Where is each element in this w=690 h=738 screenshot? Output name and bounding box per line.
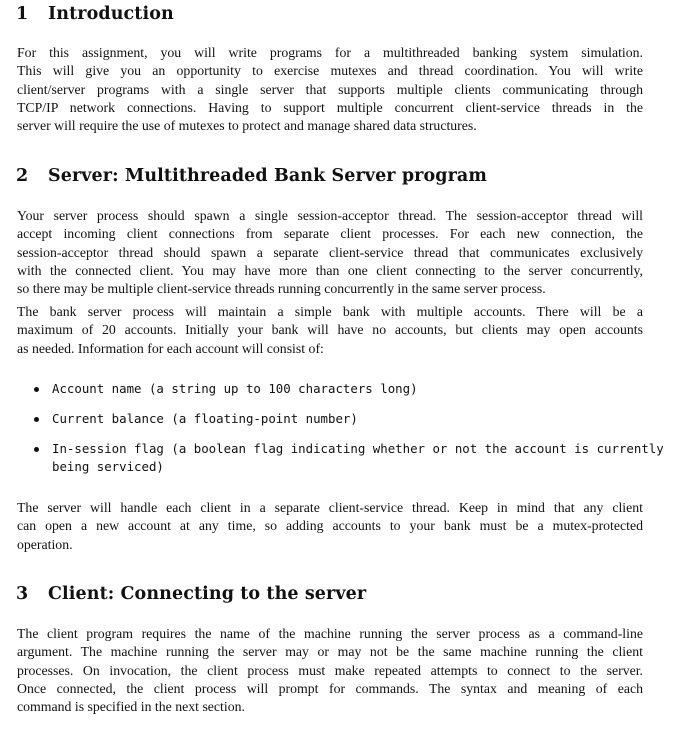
text-line: accept incoming client connections from separate client processes. For each new connection, the [17,226,643,242]
text-line: command is specified in the next section. [17,699,245,715]
text-line: can open a new account at any time, so adding accounts to your bank must be a mutex-protected [17,518,643,534]
text-line: server will require the use of mutexes to protect and manage shared data structures. [17,118,477,134]
bullet-icon [34,447,39,452]
server-paragraph-3 [17,499,643,554]
list-item [34,380,684,398]
text-line: Your server process should spawn a single session-acceptor thread. The session-acceptor thread will [17,208,643,223]
section-heading-client [16,582,366,606]
section-heading-introduction [16,2,174,26]
text-line: The server will handle each client in a separate client-service thread. Keep in mind that any client [17,500,643,515]
text-line: argument. The machine running the server may or may not be the same machine running the client [17,644,643,660]
text-line: maximum of 20 accounts. Initially your bank will have no accounts, but clients may open accounts [17,322,643,338]
server-paragraph-1 [17,207,643,298]
list-item-text: Current balance (a floating-point number) [52,411,358,426]
client-paragraph [17,625,643,716]
text-line: as needed. Information for each account will consist of: [17,340,324,356]
text-line: TCP/IP network connections. Having to support multiple concurrent client-service threads in the [17,99,643,115]
section-title: Server: Multithreaded Bank Server program [48,166,487,186]
text-line: The client program requires the name of the machine running the server process as a command-line [17,626,643,641]
list-item [34,410,684,428]
list-item-text: being serviced) [52,459,164,475]
section-title: Introduction [48,4,174,24]
text-line: client/server programs with a single server that supports multiple clients communicating through [17,81,643,97]
text-line: session-acceptor thread should spawn a separate client-service thread that communicates exclusively [17,244,643,260]
section-number: 2 [16,166,29,186]
list-item-text: In-session flag (a boolean flag indicating whether or not the account is currently [52,441,664,456]
text-line: This will give you an opportunity to exercise mutexes and thread coordination. You will write [17,63,643,79]
text-line: For this assignment, you will write programs for a multithreaded banking system simulation. [17,45,643,60]
text-line: with the connected client. You may have more than one client connecting to the server concurrently, [17,262,643,278]
bullet-icon [34,417,39,422]
section-number: 3 [16,584,29,604]
list-item [34,440,684,477]
text-line: so there may be multiple client-service threads running concurrently in the same server process. [17,281,546,297]
text-line: The bank server process will maintain a simple bank with multiple accounts. There will be a [17,304,643,319]
text-line: Once connected, the client process will prompt for commands. The syntax and meaning of each [17,680,643,696]
text-line: processes. On invocation, the client process must make repeated attempts to connect to the server. [17,662,643,678]
text-line: operation. [17,536,73,552]
section-heading-server [16,164,487,188]
bullet-icon [34,387,39,392]
section-number: 1 [16,4,29,24]
server-paragraph-2 [17,303,643,358]
section-title: Client: Connecting to the server [48,584,367,604]
intro-paragraph [17,44,643,135]
list-item-text: Account name (a string up to 100 characters long) [52,381,418,396]
